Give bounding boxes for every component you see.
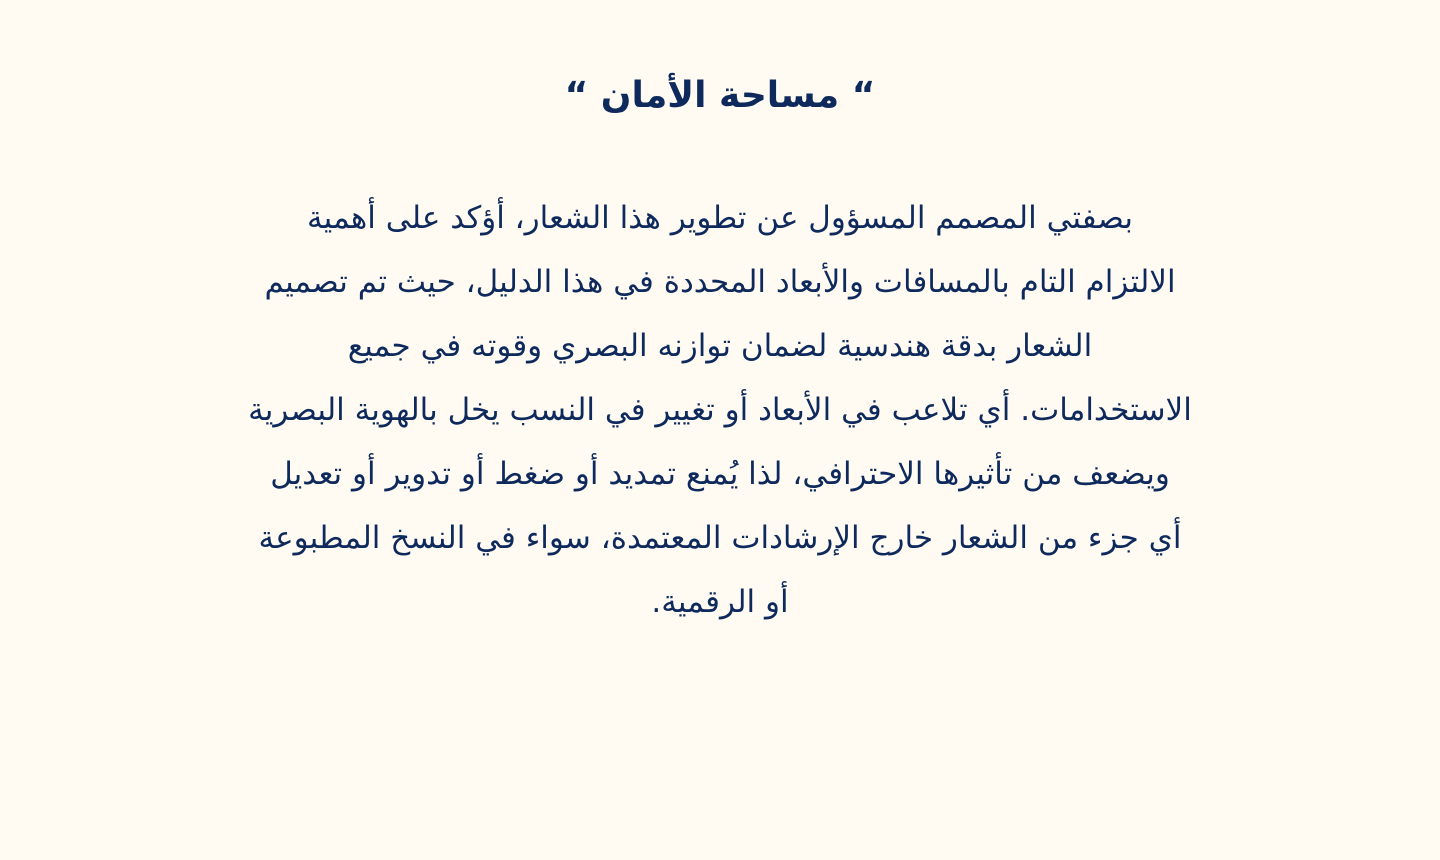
paragraph-line: بصفتي المصمم المسؤول عن تطوير هذا الشعار، أؤكد على أهمية xyxy=(307,200,1133,236)
paragraph-line: الالتزام التام بالمسافات والأبعاد المحددة في هذا الدليل، حيث تم تصميم xyxy=(264,264,1176,300)
paragraph-line: ويضعف من تأثيرها الاحترافي، لذا يُمنع تمديد أو ضغط أو تدوير أو تعديل xyxy=(270,456,1170,492)
page-title: “ مساحة الأمان “ xyxy=(564,75,876,116)
paragraph-line: الاستخدامات. أي تلاعب في الأبعاد أو تغيير في النسب يخل بالهوية البصرية xyxy=(248,392,1192,428)
paragraph-line: أو الرقمية. xyxy=(651,584,789,620)
paragraph-line: الشعار بدقة هندسية لضمان توازنه البصري وقوته في جميع xyxy=(347,328,1093,364)
body-paragraph xyxy=(200,186,1240,634)
paragraph-line: أي جزء من الشعار خارج الإرشادات المعتمدة، سواء في النسخ المطبوعة xyxy=(258,520,1182,556)
